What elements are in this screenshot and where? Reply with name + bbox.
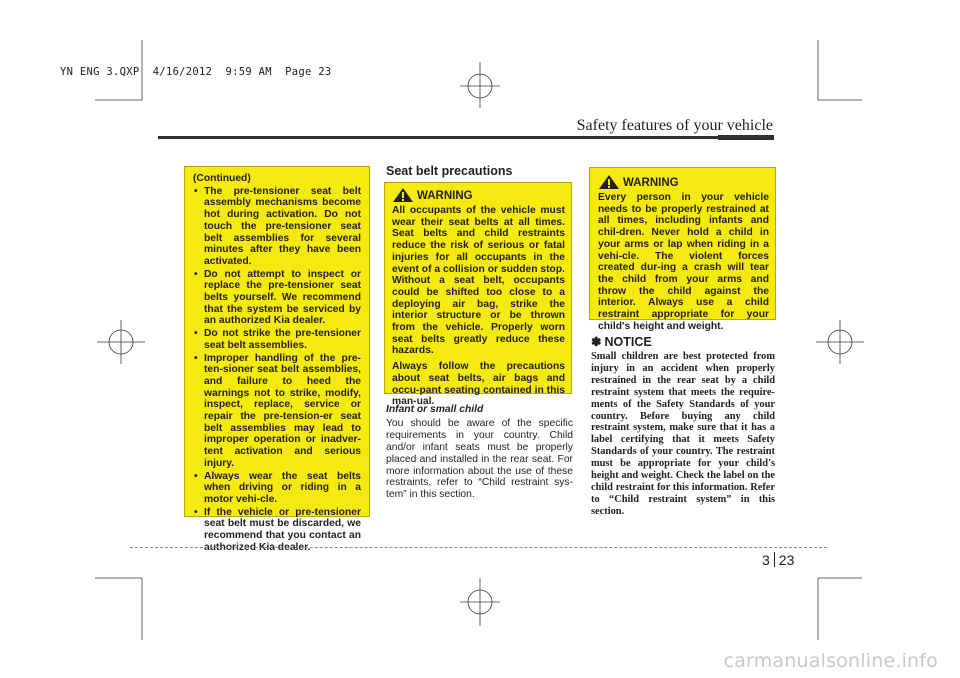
list-item: • Do not strike the pre-tensioner seat belt assemblies. xyxy=(193,328,361,351)
infant-subheading: Infant or small child xyxy=(386,404,484,415)
title-rule-accent xyxy=(718,135,774,140)
page-number xyxy=(762,552,794,568)
page-number-value: 23 xyxy=(778,552,795,568)
notice-header xyxy=(591,334,775,349)
registration-target-right xyxy=(816,320,864,364)
warning-paragraph: Always follow the precautions about seat belts, air bags and occu-pant seating contained in this man-ual. xyxy=(392,361,565,408)
watermark: carmanualsonline.info xyxy=(723,650,938,672)
list-item: • Do not attempt to inspect or replace the pre-tensioner seat belts yourself. We recommend that the system be serviced by an authorized Kia dealer. xyxy=(193,269,361,328)
footer-dashed-rule xyxy=(130,547,827,548)
warning-header xyxy=(392,187,565,203)
notice-body: Small children are best protected from injury in an accident when properly restrained in the rear seat by a child restraint system that meets the require-ments of the Safety Standards of your country. Before buying any child restraint system, make sure that it has a label certifying that it meets Safety Standards of your country. The restraint must be appropriate for your child's height and weight. Check the label on the child restraint for this information. Refer to “Child restraint system” in this section. xyxy=(591,351,775,517)
notice-star-icon: ✽ xyxy=(591,335,602,349)
section-title: Safety features of your vehicle xyxy=(576,117,773,134)
child-warning-box xyxy=(589,167,776,332)
warning-title: WARNING xyxy=(623,177,679,189)
page-number-divider xyxy=(774,552,775,567)
warning-triangle-icon xyxy=(392,187,414,203)
continued-warning-box xyxy=(184,166,370,553)
registration-target-bottom xyxy=(460,578,500,626)
seat-belt-precautions-heading: Seat belt precautions xyxy=(386,164,513,178)
warning-paragraph: Every person in your vehicle needs to be properly restrained at all times, including infants and chil-dren. Never hold a child in your arms or lap when riding in a vehi-cle. The violent forces created dur-ing a crash will tear the child from your arms and throw the child against the interior. Always use a child restraint appropriate for your child's height and weight. xyxy=(598,192,769,332)
title-rule xyxy=(158,136,774,139)
continued-label: (Continued) xyxy=(193,173,251,184)
list-item: • Improper handling of the pre-ten-sioner seat belt assemblies, and failure to heed the warnings not to strike, modify, inspect, replace, service or repair the pre-tension-er seat belt assemblies may lead to improper operation or inadver-tent activation and serious injury. xyxy=(193,353,361,470)
seat-belt-warning-box xyxy=(384,182,572,408)
notice-section xyxy=(591,334,775,518)
infant-section xyxy=(386,404,573,501)
registration-target-left xyxy=(97,320,145,364)
warning-title: WARNING xyxy=(417,190,473,202)
warning-paragraph: All occupants of the vehicle must wear their seat belts at all times. Seat belts and child restraints reduce the risk of serious or fatal injuries for all occupants in the event of a collision or sudden stop. Without a seat belt, occupants could be shifted too close to a deploying air bag, strike the interior structure or be thrown from the vehicle. Properly worn seat belts greatly reduce these hazards. xyxy=(392,205,565,357)
notice-title: NOTICE xyxy=(604,334,652,349)
print-slug: YN ENG 3.QXP 4/16/2012 9:59 AM Page 23 xyxy=(60,66,332,78)
chapter-number: 3 xyxy=(762,552,770,568)
warning-triangle-icon xyxy=(598,174,620,190)
registration-target-top xyxy=(460,62,500,108)
list-item: • The pre-tensioner seat belt assembly mechanisms become hot during activation. Do not touch the pre-tensioner seat belt assemblies for several minutes after they have been activated. xyxy=(193,186,361,268)
list-item: • If the vehicle or pre-tensioner seat belt must be discarded, we recommend that you contact an authorized Kia dealer. xyxy=(193,507,361,554)
infant-body: You should be aware of the specific requirements in your country. Child and/or infant seats must be properly placed and installed in the rear seat. For more information about the use of these restraints, refer to “Child restraint sys-tem” in this section. xyxy=(386,417,573,501)
pretensioner-bullet-list xyxy=(193,186,361,554)
list-item: • Always wear the seat belts when driving or riding in a motor vehi-cle. xyxy=(193,471,361,506)
warning-header xyxy=(598,174,769,190)
